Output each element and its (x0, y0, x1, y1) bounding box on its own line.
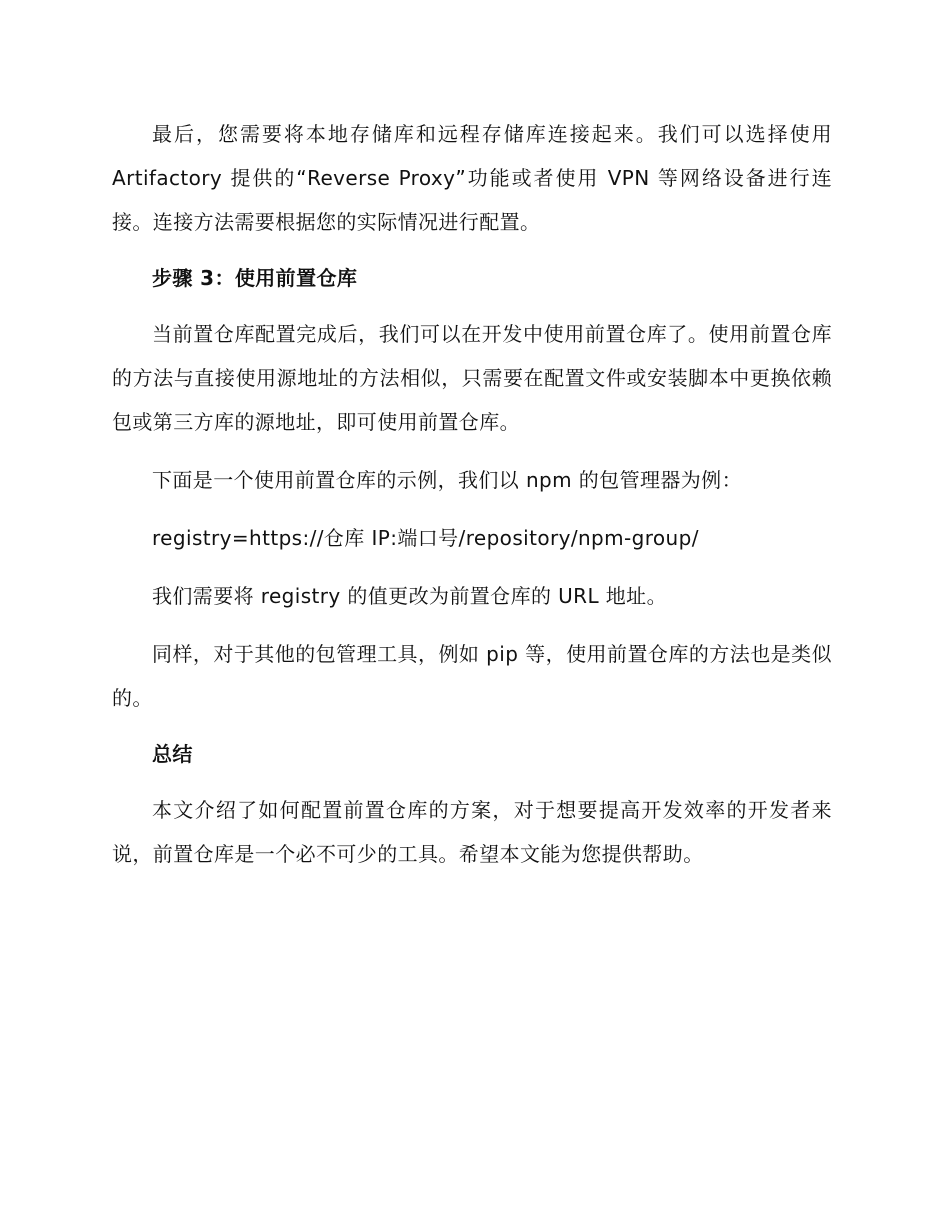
paragraph-other-package-managers: 同样，对于其他的包管理工具，例如 pip 等，使用前置仓库的方法也是类似的。 (112, 642, 832, 710)
paragraph-use-proxy-repository: 当前置仓库配置完成后，我们可以在开发中使用前置仓库了。使用前置仓库的方法与直接使用源地址的方法相似，只需要在配置文件或安装脚本中更换依赖包或第三方库的源地址，即可使用前置仓库。 (112, 322, 832, 434)
heading-summary: 总结 (152, 742, 193, 766)
paragraph-registry-explain: 我们需要将 registry 的值更改为前置仓库的 URL 地址。 (152, 584, 667, 608)
paragraph-summary: 本文介绍了如何配置前置仓库的方案，对于想要提高开发效率的开发者来说，前置仓库是一个必不可少的工具。希望本文能为您提供帮助。 (112, 798, 832, 866)
paragraph-registry-line: registry=https://仓库 IP:端口号/repository/npm-group/ (152, 526, 699, 550)
heading-step-3: 步骤 3：使用前置仓库 (152, 266, 358, 290)
paragraph-connect-repositories: 最后，您需要将本地存储库和远程存储库连接起来。我们可以选择使用 Artifactory 提供的“Reverse Proxy”功能或者使用 VPN 等网络设备进行连接。连接方法需要根据您的实际情况进行配置。 (112, 122, 832, 234)
paragraph-npm-example-intro: 下面是一个使用前置仓库的示例，我们以 npm 的包管理器为例： (152, 468, 742, 492)
